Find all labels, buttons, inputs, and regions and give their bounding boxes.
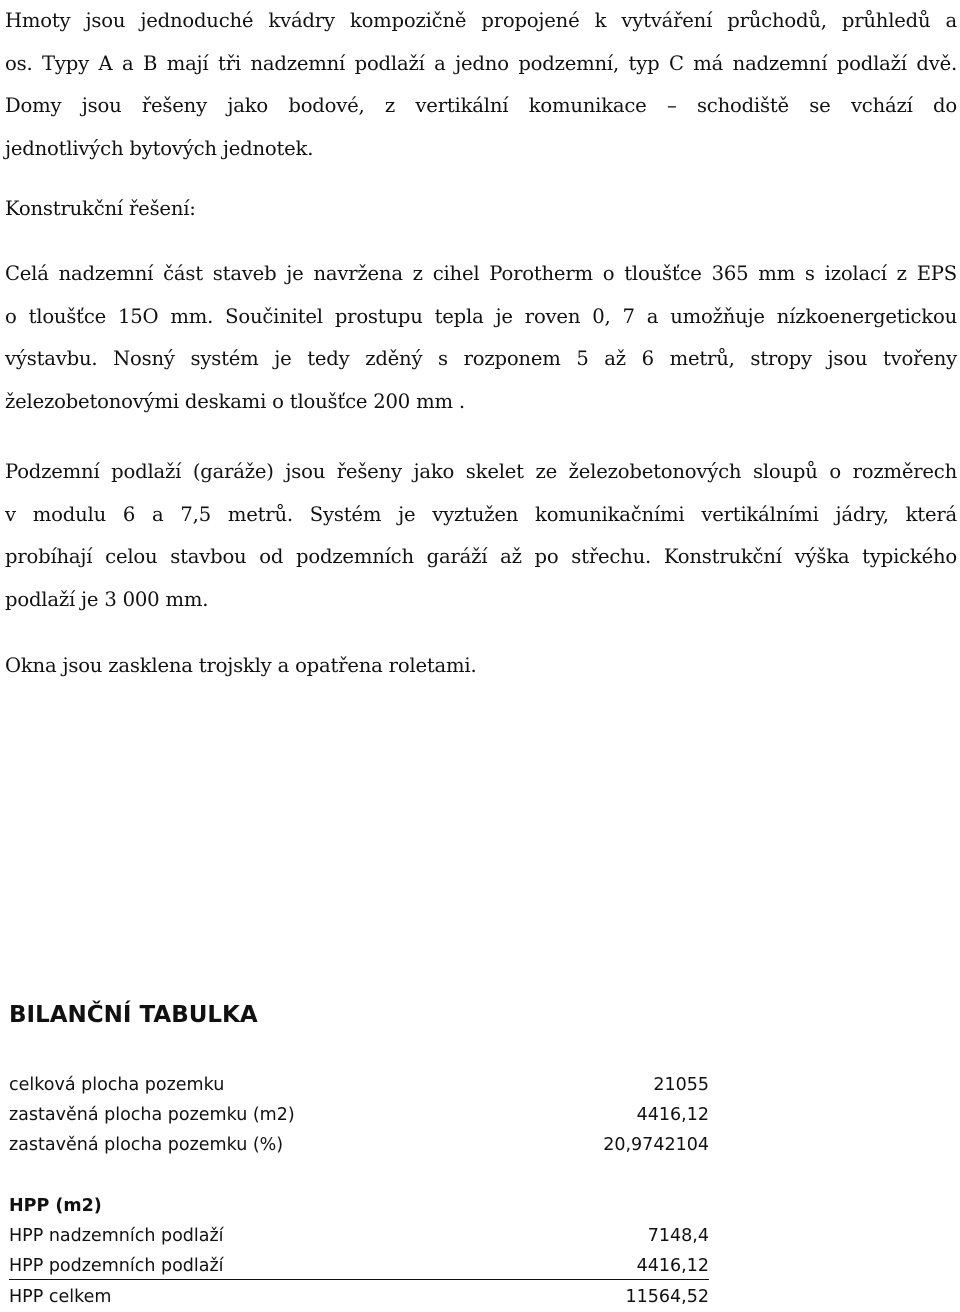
konstrukce-line-3: výstavbu. Nosný systém je tedy zděný s rozponem 5 až 6 metrů, stropy jsou tvořeny xyxy=(5,347,957,370)
intro-paragraph xyxy=(5,0,957,170)
konstrukce-line-1: Celá nadzemní část staveb je navržena z cihel Porotherm o tloušťce 365 mm s izolací z EPS xyxy=(5,262,957,285)
row-value: 21055 xyxy=(653,1075,709,1095)
total-label: HPP celkem xyxy=(9,1287,112,1307)
row-label: zastavěná plocha pozemku (%) xyxy=(9,1135,284,1155)
row-label: HPP podzemních podlaží xyxy=(9,1256,224,1276)
row-value: 20,9742104 xyxy=(603,1135,709,1155)
row-label: zastavěná plocha pozemku (m2) xyxy=(9,1105,295,1125)
bilance-table xyxy=(9,995,709,1312)
row-value: 4416,12 xyxy=(636,1256,709,1276)
konstrukce-heading-text: Konstrukční řešení: xyxy=(5,197,196,220)
okna-paragraph xyxy=(5,645,957,688)
intro-line-1: Hmoty jsou jednoduché kvádry kompozičně propojené k vytváření průchodů, průhledů a xyxy=(5,9,957,32)
konstrukce-paragraph xyxy=(5,253,957,423)
bilance-table-title: BILANČNÍ TABULKA xyxy=(9,1002,258,1028)
podzemni-line-2: v modulu 6 a 7,5 metrů. Systém je vyztužen komunikačními vertikálními jádry, která xyxy=(5,502,957,526)
podzemni-line-1: Podzemní podlaží (garáže) jsou řešeny jako skelet ze železobetonových sloupů o rozměrech xyxy=(5,460,957,483)
table-row xyxy=(9,1221,709,1251)
intro-line-4: jednotlivých bytových jednotek. xyxy=(5,136,314,160)
row-spacer xyxy=(9,1160,709,1191)
intro-line-3: Domy jsou řešeny jako bodové, z vertikální komunikace – schodiště se vchází do xyxy=(5,94,957,117)
total-value: 11564,52 xyxy=(625,1287,709,1307)
row-label: HPP nadzemních podlaží xyxy=(9,1226,224,1246)
konstrukce-heading xyxy=(5,188,957,231)
table-row xyxy=(9,1070,709,1100)
hpp-heading: HPP (m2) xyxy=(9,1196,102,1216)
podzemni-line-3: probíhají celou stavbou od podzemních garáží až po střechu. Konstrukční výška typického xyxy=(5,545,957,568)
podzemni-line-4: podlaží je 3 000 mm. xyxy=(5,587,209,611)
row-value: 4416,12 xyxy=(636,1105,709,1125)
table-row xyxy=(9,1251,709,1280)
podzemni-paragraph xyxy=(5,451,957,621)
okna-line-1: Okna jsou zasklena trojskly a opatřena roletami. xyxy=(5,654,477,677)
total-row xyxy=(9,1282,709,1312)
row-label: celková plocha pozemku xyxy=(9,1075,225,1095)
table-row xyxy=(9,1130,709,1160)
table-row xyxy=(9,1100,709,1130)
intro-line-2: os. Typy A a B mají tři nadzemní podlaží a jedno podzemní, typ C má nadzemní podlaží dvě. xyxy=(5,51,957,75)
row-value: 7148,4 xyxy=(647,1226,709,1246)
konstrukce-line-2: o tloušťce 15O mm. Součinitel prostupu tepla je roven 0, 7 a umožňuje nízkoenergetickou xyxy=(5,304,957,328)
konstrukce-line-4: železobetonovými deskami o tloušťce 200 mm . xyxy=(5,389,465,413)
